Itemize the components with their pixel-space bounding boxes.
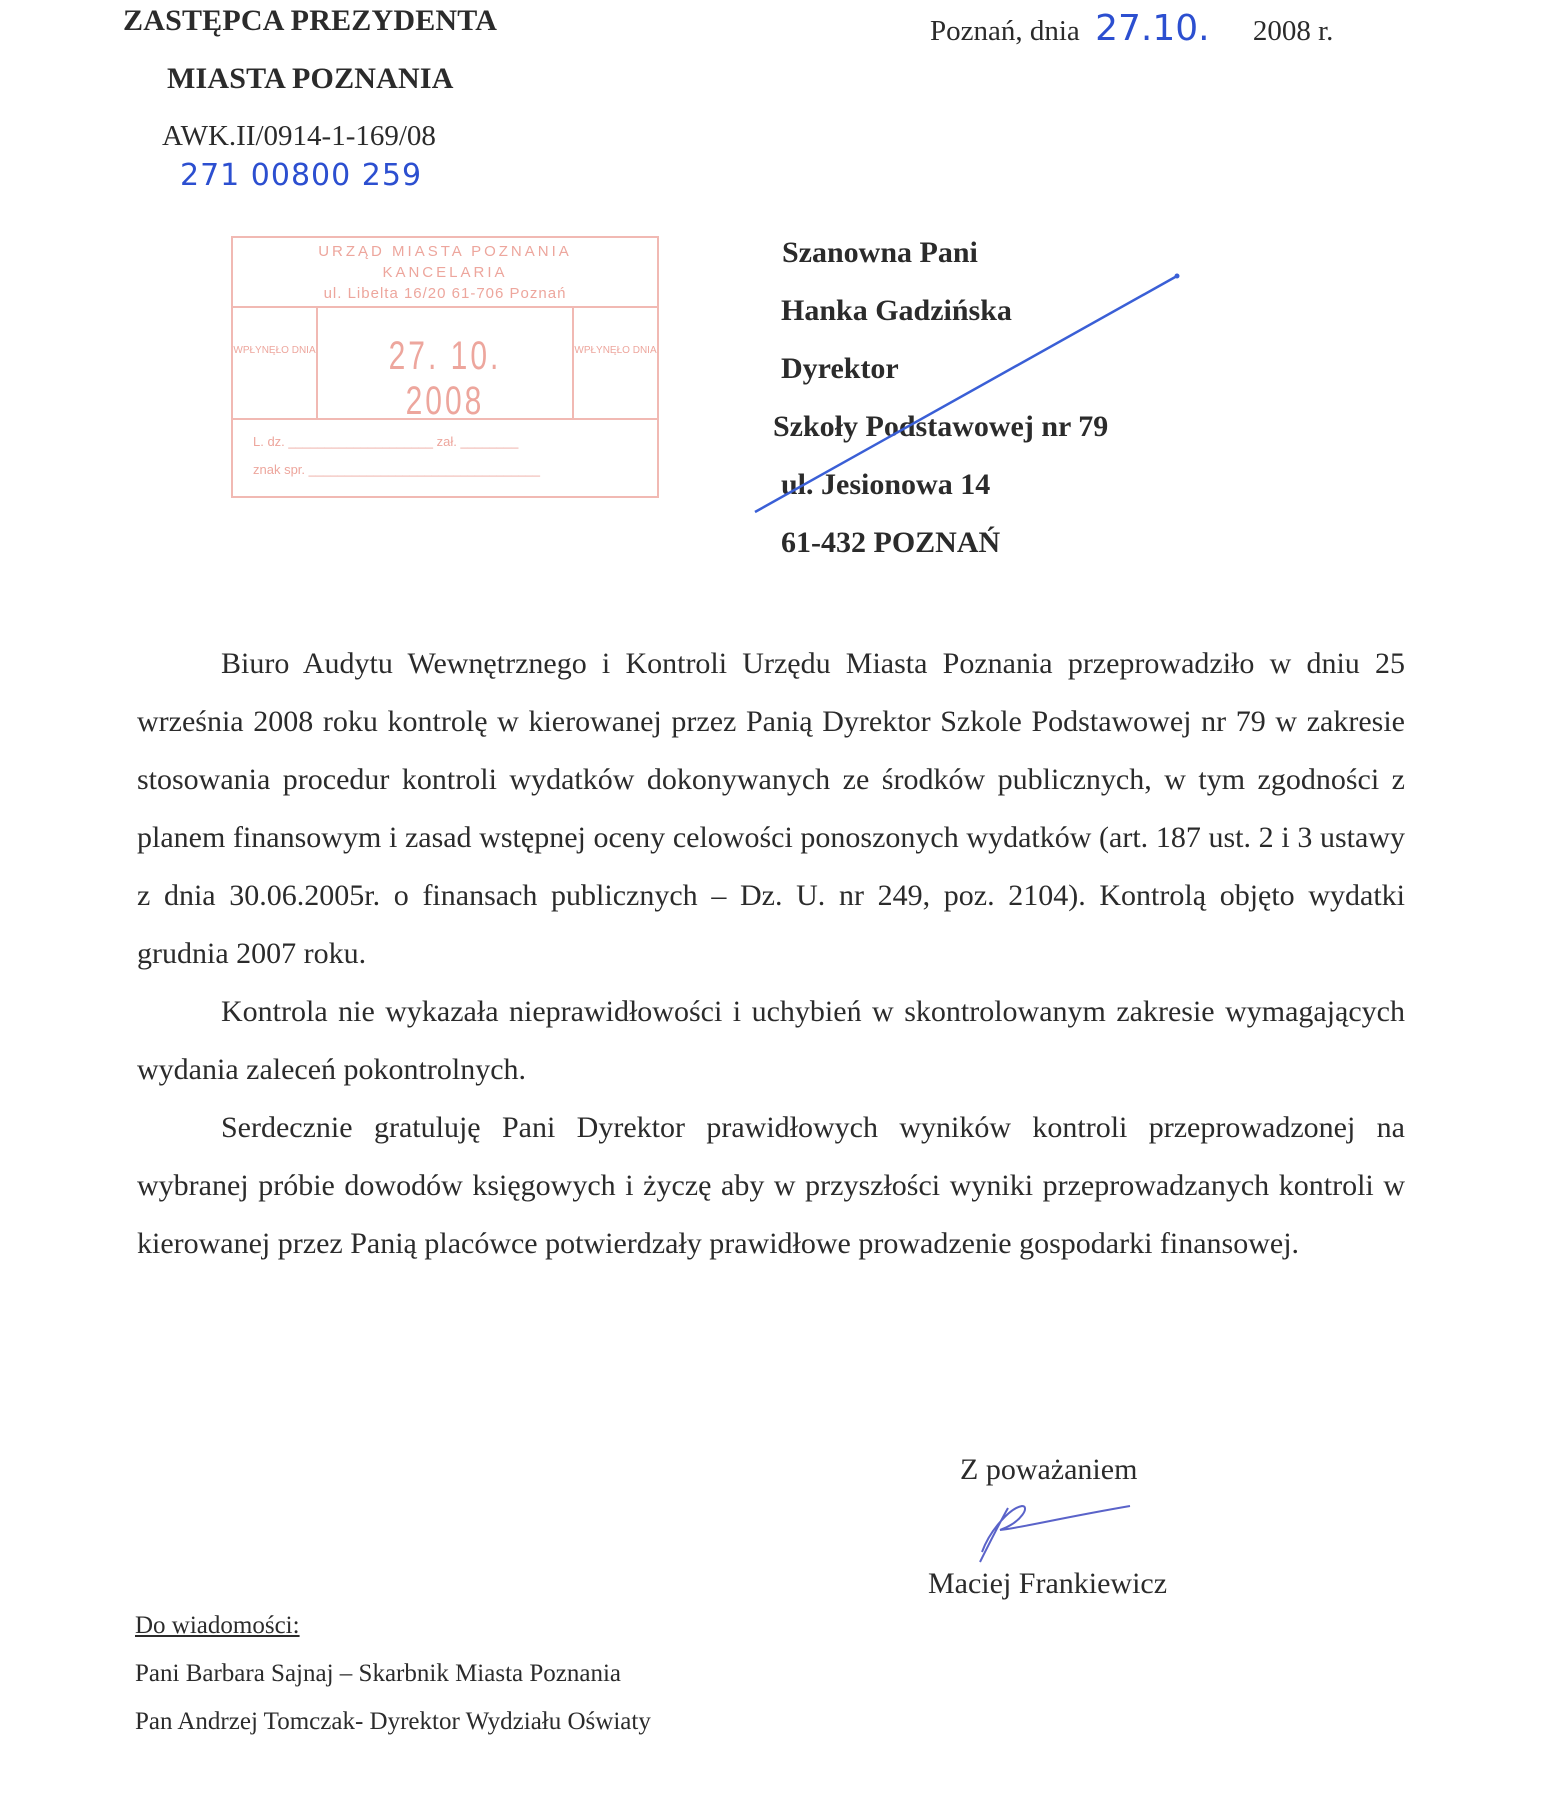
stamp-received-label-left: WPŁYNĘŁO DNIA xyxy=(233,308,318,418)
stamp-office: URZĄD MIASTA POZNANIA xyxy=(318,243,572,260)
stamp-date: 27. 10. 2008 xyxy=(388,334,502,423)
date-line xyxy=(930,8,1333,49)
reference-number: AWK.II/0914-1-169/08 xyxy=(162,120,436,152)
cc-title: Do wiadomości: xyxy=(135,1612,300,1639)
addressee-city: 61-432 POZNAŃ xyxy=(781,526,1001,559)
stamp-field-znak: znak spr. ________________________________ xyxy=(253,462,540,477)
addressee-street: ul. Jesionowa 14 xyxy=(781,468,991,501)
stamp-field-ldz: L. dz. ____________________ zał. ________ xyxy=(253,434,519,449)
cc-recipient-2: Pan Andrzej Tomczak- Dyrektor Wydziału Oświaty xyxy=(135,1708,651,1735)
date-year: 2008 r. xyxy=(1252,15,1334,47)
addressee-salutation: Szanowna Pani xyxy=(782,236,978,269)
handwritten-date: 27.10. xyxy=(1095,8,1210,49)
addressee-name: Hanka Gadzińska xyxy=(781,294,1012,327)
stamp-department: KANCELARIA xyxy=(382,264,508,281)
stamp-fields xyxy=(233,420,657,492)
stamp-date-row xyxy=(233,308,657,423)
sender-title-line2: MIASTA POZNANIA xyxy=(167,62,454,95)
body-paragraph-2: Kontrola nie wykazała nieprawidłowości i uchybień w skontrolowanym zakresie wymagających wydania zaleceń pokontrolnych. xyxy=(137,995,1405,1086)
sender-title-line1: ZASTĘPCA PREZYDENTA xyxy=(123,4,498,37)
stamp-address: ul. Libelta 16/20 61-706 Poznań xyxy=(323,285,567,302)
addressee-school: Szkoły Podstawowej nr 79 xyxy=(773,410,1109,443)
closing-salutation: Z poważaniem xyxy=(960,1453,1138,1486)
addressee-position: Dyrektor xyxy=(781,352,899,385)
cc-recipient-1: Pani Barbara Sajnaj – Skarbnik Miasta Poznania xyxy=(135,1660,621,1687)
date-place: Poznań, dnia xyxy=(930,15,1080,47)
registry-stamp xyxy=(231,236,659,498)
body-paragraph-3: Serdecznie gratuluję Pani Dyrektor prawidłowych wyników kontroli przeprowadzonej na wybranej próbie dowodów księgowych i życzę aby w przyszłości wyniki przeprowadzanych kontroli w kierowanej przez Panią placówce potwierdzały prawidłowe prowadzenie gospodarki finansowej. xyxy=(137,1111,1405,1260)
pen-strike-line xyxy=(750,270,1190,520)
stamp-received-label-right: WPŁYNĘŁO DNIA xyxy=(572,308,657,418)
body-paragraph-1: Biuro Audytu Wewnętrznego i Kontroli Urzędu Miasta Poznania przeprowadziło w dniu 25 września 2008 roku kontrolę w kierowanej przez Panią Dyrektor Szkole Podstawowej nr 79 w zakresie stosowania procedur kontroli wydatków dokonywanych ze środków publicznych, w tym zgodności z planem finansowym i zasad wstępnej oceny celowości ponoszonych wydatków (art. 187 ust. 2 i 3 ustawy z dnia 30.06.2005r. o finansach publicznych – Dz. U. nr 249, poz. 2104). Kontrolą objęto wydatki grudnia 2007 roku. xyxy=(137,647,1405,970)
signatory-name: Maciej Frankiewicz xyxy=(928,1567,1168,1600)
handwritten-registry-number: 271 00800 259 xyxy=(180,158,423,193)
signature-icon xyxy=(970,1500,1140,1570)
stamp-header xyxy=(233,238,657,308)
